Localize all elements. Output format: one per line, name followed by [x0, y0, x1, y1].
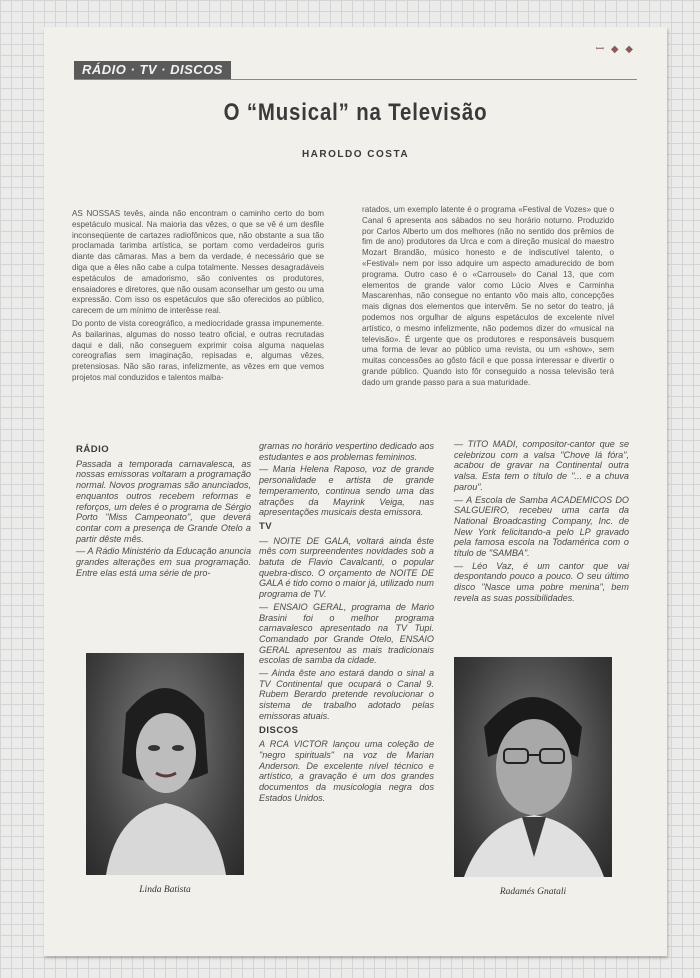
radio-heading: RÁDIO: [76, 444, 110, 455]
magazine-page: [44, 27, 667, 956]
photo-caption-linda: Linda Batista: [139, 885, 191, 895]
intro-paragraph: ratados, um exemplo latente é o programa «Festival de Vozes» que o Canal 6 apresenta aos sábados no seu horário noturno. Produzido por Carlos Alberto um dos melhores (não no sentido dos prêmios de fim de ano) produtores da Urca e com a direção musical do maestro Mozart Brandão, músico honesto e de indiscutível talento, o «Festival» nem por isso adquire um aspecto amadurecido de bom programa. Outro caso é o «Carrousel» do Canal 13, que com elementos de grande valor como Lúcio Alves e Carminha Mascarenhas, não consegue no entanto vôo mais alto, concepções mais dignas dos elementos que intervêm. Se no setor do teatro, já podemos nos orgulhar de alguns espetáculos de excelente nível artístico, o mesmo infelizmente, não podemos dizer do «musical na televisão». É urgente que os produtores e responsáveis busquem uma forma de levar ao público uma revista, ou um «show», sem muitas concessões ao gôsto fácil e que possa interessar e divertir o grande público. Quando isto fôr conseguido a nossa televisão terá dado um grande passo para a sua maturidade.: [362, 205, 614, 387]
intro-column-2: [362, 205, 614, 391]
news-column-2: [259, 441, 434, 806]
news-item: — Maria Helena Raposo, voz de grande personalidade e artista de grande temperamento, continua sendo uma das atrações da Mayrink Veiga, nas apresentações musicais desta emissora.: [259, 464, 434, 518]
news-column-1: [76, 441, 251, 580]
news-item: — ENSAIO GERAL, programa de Mario Brasini foi o melhor programa carnavalesco apresentado na TV Tupi. Comandado por Grande Otelo, ENSAIO GERAL apresentou as mais tradicionais escolas de samba da cidade.: [259, 601, 434, 666]
discos-heading: DISCOS: [259, 724, 299, 736]
news-item: — TITO MADI, compositor-cantor que se celebrizou com a valsa "Chove lá fóra", acabou de gravar na Continental outra valsa. Esta tem o título de "... e a chuva parou".: [454, 439, 629, 492]
portrait-illustration: [454, 657, 612, 877]
portrait-illustration: [86, 653, 244, 875]
news-item: — NOITE DE GALA, voltará ainda êste mês com surpreendentes novidades sob a batuta de Flavio Cavalcanti, o popular quebra-disco. O orçamento de NOITE DE GALA é tido como o maior já, utilizado num programa de TV.: [259, 535, 434, 600]
portrait-photo-linda: [86, 653, 244, 875]
corner-marks: ꟷ ◆ ◆: [595, 44, 635, 55]
intro-paragraph: Do ponto de vista coreográfico, a mediocridade grassa impunemente. As bailarinas, algumas do nosso teatro oficial, e outras recrutadas daqui e dali, não conseguem exprimir coisa alguma naquelas coreografias sem imaginação, repisadas e, algumas vêzes, pretensiosas. Não são raras, infelizmente, as vêzes em que vemos projetos mal conduzidos e talentos malba-: [72, 318, 324, 382]
news-item: A RCA VICTOR lançou uma coleção de "negro spirituals" na voz de Marian Anderson. De excelente nível técnico e artístico, a gravação é um dos grandes documentos da musicologia negra dos Estados Unidos.: [259, 739, 434, 803]
news-item: — A Rádio Ministério da Educação anuncia grandes alterações em sua programação. Entre elas está uma série de pro-: [76, 546, 251, 578]
news-item: Passada a temporada carnavalesca, as nossas emissoras voltaram a programação normal. Novos programas são anunciados, enquantos outros recebem reformas e reforços, um deles é o programa de Sérgio Porto "Miss Campeonato", que deverá contar com a presença de Grande Otelo a partir dêste mês.: [76, 458, 251, 544]
news-item: — A Escola de Samba ACADEMICOS DO SALGUEIRO, recebeu uma carta da National Broadcasting Company, Inc. de New York felicitando-a pelo LP gravado pela famosa escola na Todamérica com o título de "SAMBA".: [454, 494, 629, 559]
section-tag: RÁDIO · TV · DISCOS: [74, 61, 231, 79]
news-item: — Ainda êste ano estará dando o sinal a TV Continental que ocupará o Canal 9. Rubem Berardo pretende revolucionar o sistema de trabalho adotado pelas emissoras atuais.: [259, 668, 434, 721]
intro-column-1: [72, 209, 324, 386]
byline: HAROLDO COSTA: [301, 149, 410, 160]
photo-caption-radames: Radamés Gnatali: [499, 887, 567, 897]
section-rule: [74, 79, 637, 80]
article-title: O “Musical” na Televisão: [223, 99, 488, 126]
news-item: gramas no horário vespertino dedicado aos estudantes e aos problemas femininos.: [259, 441, 434, 462]
news-column-3: [454, 439, 629, 606]
news-item: — Léo Vaz, é um cantor que vai despontando pouco a pouco. O seu último disco "Nasce uma pobre menina", bem revela as suas possibilidades.: [454, 560, 629, 603]
portrait-photo-radames: [454, 657, 612, 877]
tv-heading: TV: [259, 520, 273, 532]
intro-paragraph: AS NOSSAS tevês, ainda não encontram o caminho certo do bom espetáculo musical. Na maioria das vêzes, o que se vê é um desfile inconseqüente de cartazes radiofônicos que, não obstante a sua tão proclamada tarimba artística, se portam como verdadeiros guris diante das câmaras. Mas a bem da verdade, é necessário que se diga que a êles não cabe a culpa totalmente. Nesses desagradáveis espetáculos de amadorismo, são coniventes os produtores, ensaiadores e diretores, que não ousam aconselhar um gesto ou uma expressão. Com isso os espetáculos que são oferecidos ao público, carecem de um mínimo de interêsse real.: [72, 209, 324, 316]
